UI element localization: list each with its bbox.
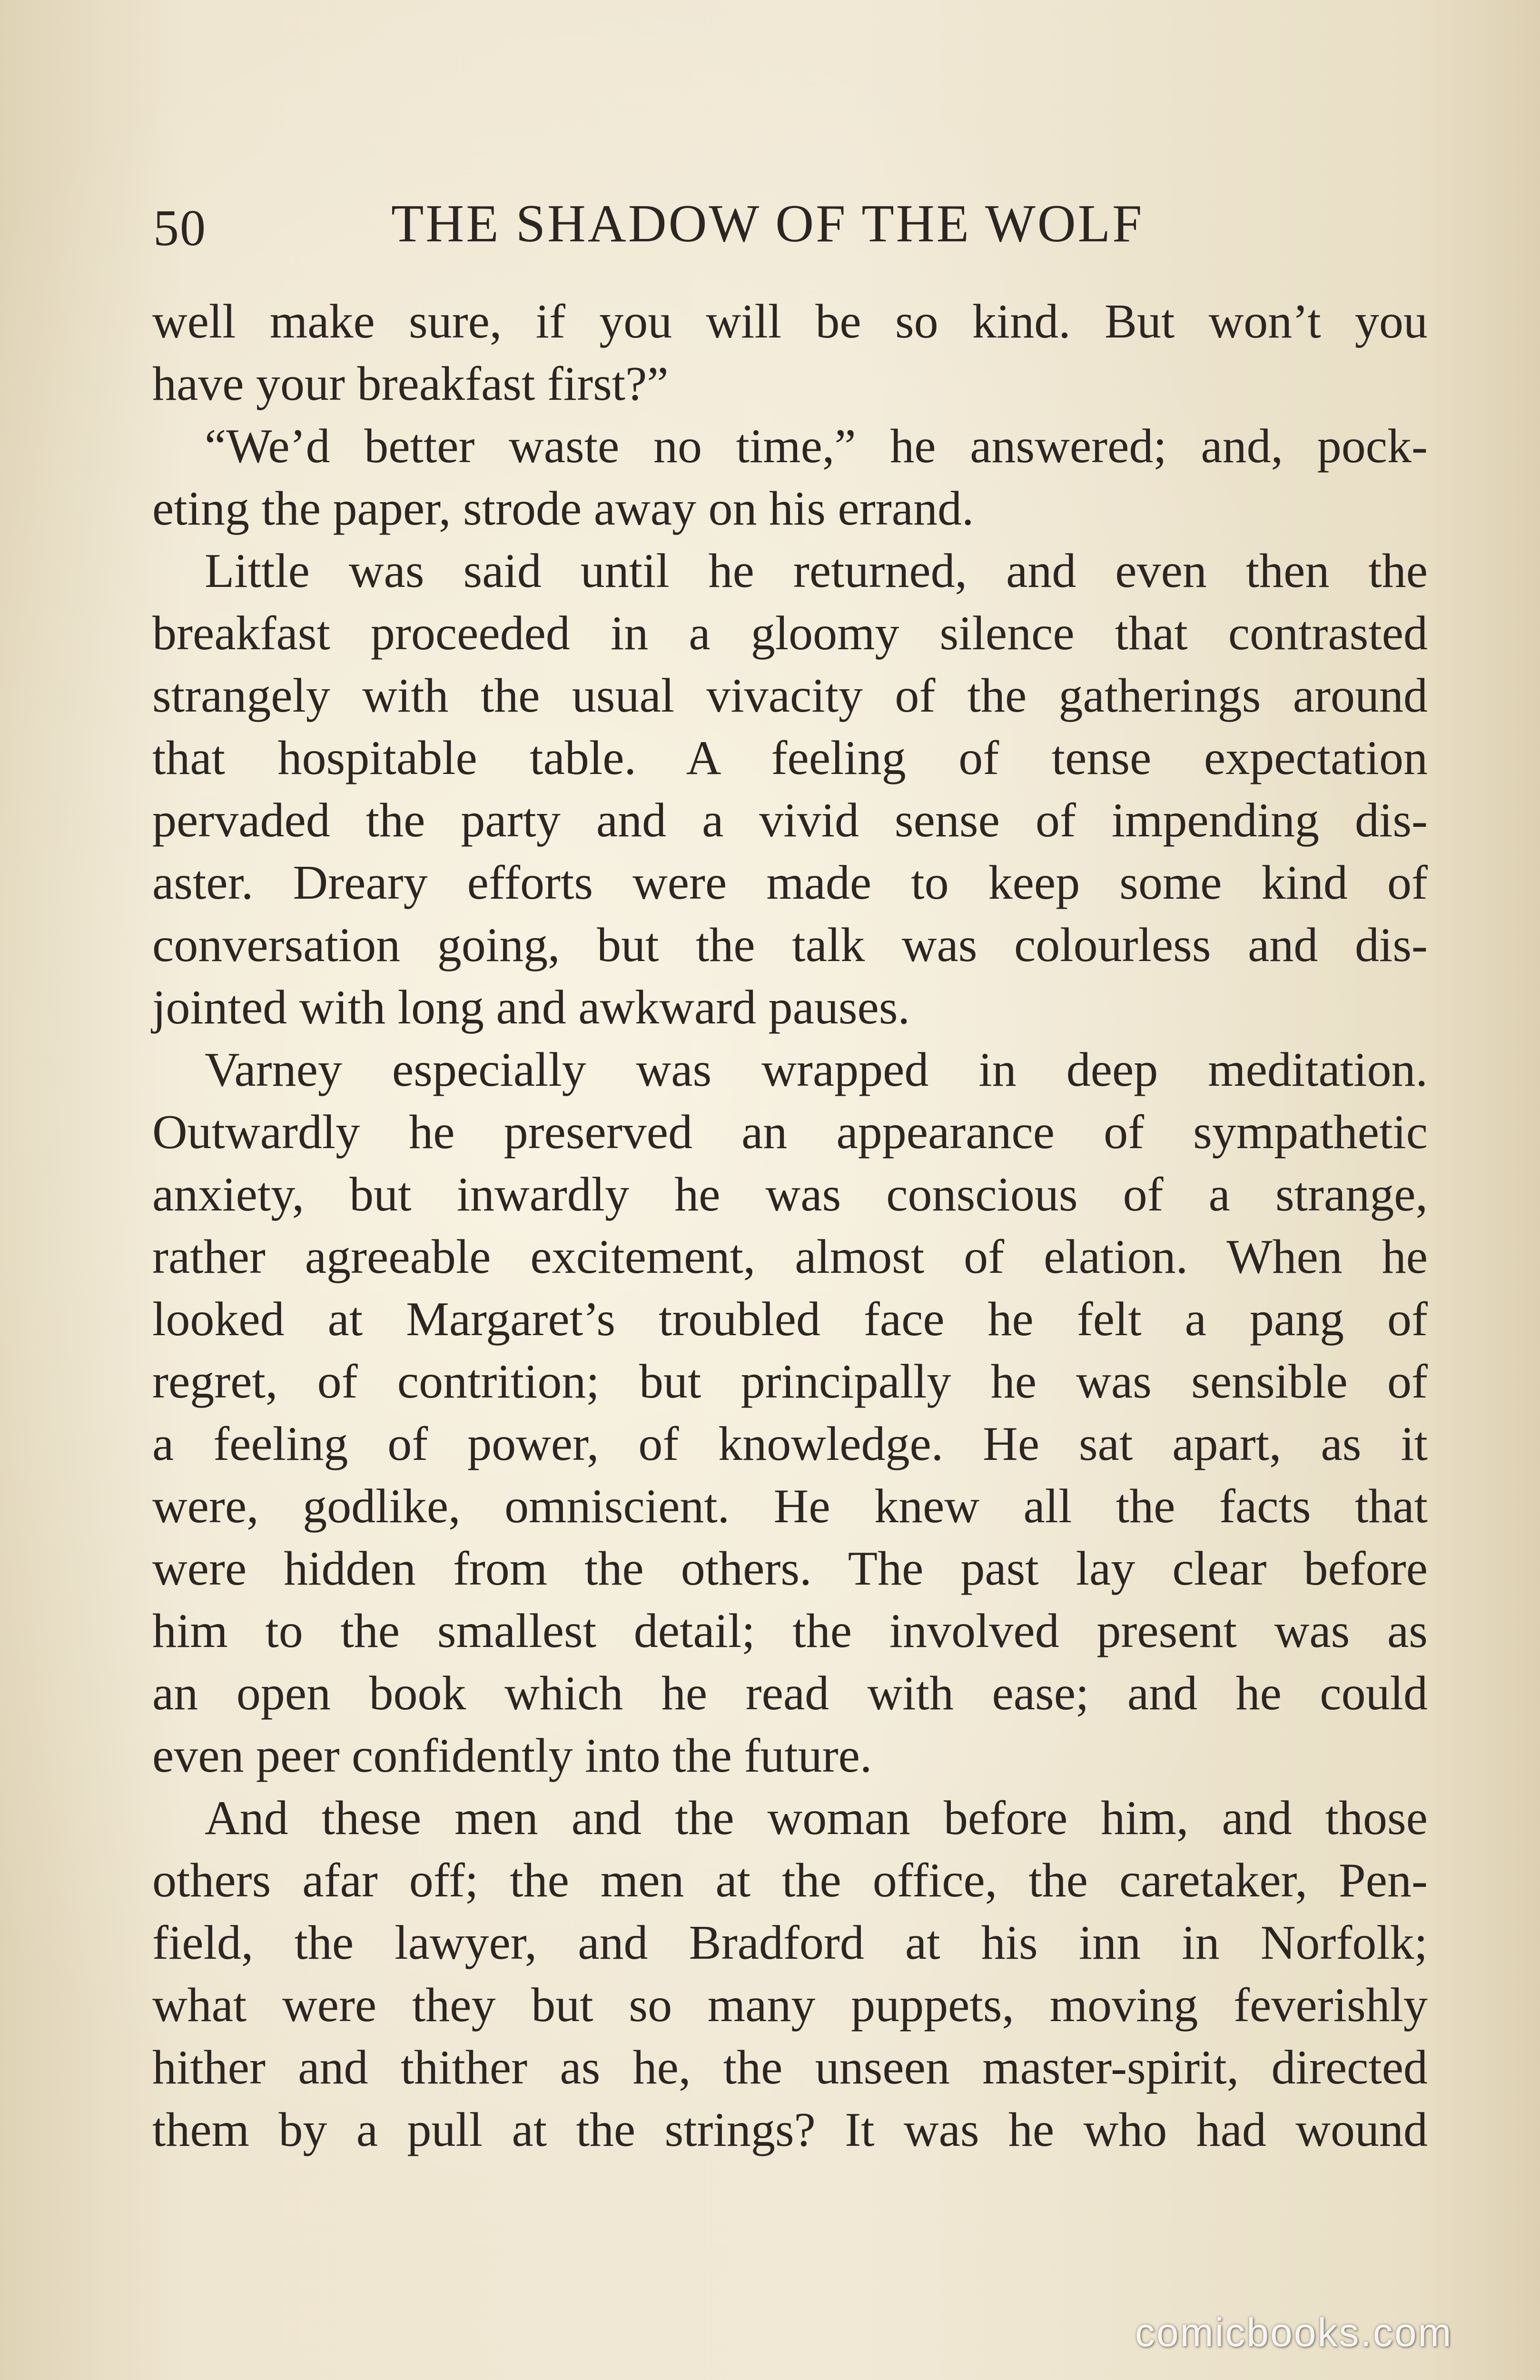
text-line: And these men and the woman before him, and those	[205, 1791, 1428, 1845]
text-line: rather agreeable excitement, almost of elation. When he	[152, 1230, 1428, 1284]
text-line: regret, of contrition; but principally he was sensible of	[152, 1355, 1428, 1408]
watermark-logo: comicbooks.com	[1135, 2310, 1453, 2355]
text-line: were hidden from the others. The past lay clear before	[152, 1542, 1428, 1596]
text-line: a feeling of power, of knowledge. He sat apart, as it	[152, 1417, 1428, 1471]
text-line: were, godlike, omniscient. He knew all the facts that	[152, 1479, 1428, 1533]
text-line: have your breakfast first?”	[152, 357, 669, 411]
text-line: aster. Dreary efforts were made to keep some kind of	[152, 856, 1428, 910]
text-line: jointed with long and awkward pauses.	[152, 981, 910, 1034]
text-line: Outwardly he preserved an appearance of sympathetic	[152, 1105, 1428, 1159]
text-line: “We’d better waste no time,” he answered; and, pock-	[205, 419, 1428, 473]
text-line: pervaded the party and a vivid sense of impending dis-	[152, 793, 1428, 847]
text-line: conversation going, but the talk was colourless and dis-	[152, 918, 1428, 972]
page-number: 50	[153, 200, 207, 257]
text-line: an open book which he read with ease; and he could	[152, 1666, 1428, 1720]
text-line: well make sure, if you will be so kind. But won’t you	[152, 295, 1428, 348]
body-text	[152, 290, 1428, 2161]
text-line: field, the lawyer, and Bradford at his inn in Norfolk;	[152, 1916, 1428, 1970]
running-title: THE SHADOW OF THE WOLF	[391, 194, 1144, 253]
text-line: hither and thither as he, the unseen master-spirit, directed	[152, 2041, 1428, 2094]
text-line: Little was said until he returned, and even then the	[205, 544, 1428, 598]
text-line: him to the smallest detail; the involved present was as	[152, 1604, 1428, 1658]
text-line: them by a pull at the strings? It was he who had wound	[152, 2103, 1428, 2157]
text-line: even peer confidently into the future.	[152, 1729, 872, 1783]
text-line: breakfast proceeded in a gloomy silence that contrasted	[152, 606, 1428, 660]
text-line: others afar off; the men at the office, the caretaker, Pen-	[152, 1854, 1428, 1907]
running-head	[153, 188, 1429, 264]
text-line: what were they but so many puppets, moving feverishly	[152, 1978, 1428, 2032]
text-line: Varney especially was wrapped in deep meditation.	[205, 1043, 1428, 1097]
text-line: looked at Margaret’s troubled face he felt a pang of	[152, 1292, 1428, 1346]
text-line: strangely with the usual vivacity of the gatherings around	[152, 669, 1428, 723]
text-line: that hospitable table. A feeling of tense expectation	[152, 731, 1428, 785]
text-line: anxiety, but inwardly he was conscious of a strange,	[152, 1168, 1428, 1221]
text-line: eting the paper, strode away on his errand.	[152, 482, 974, 536]
